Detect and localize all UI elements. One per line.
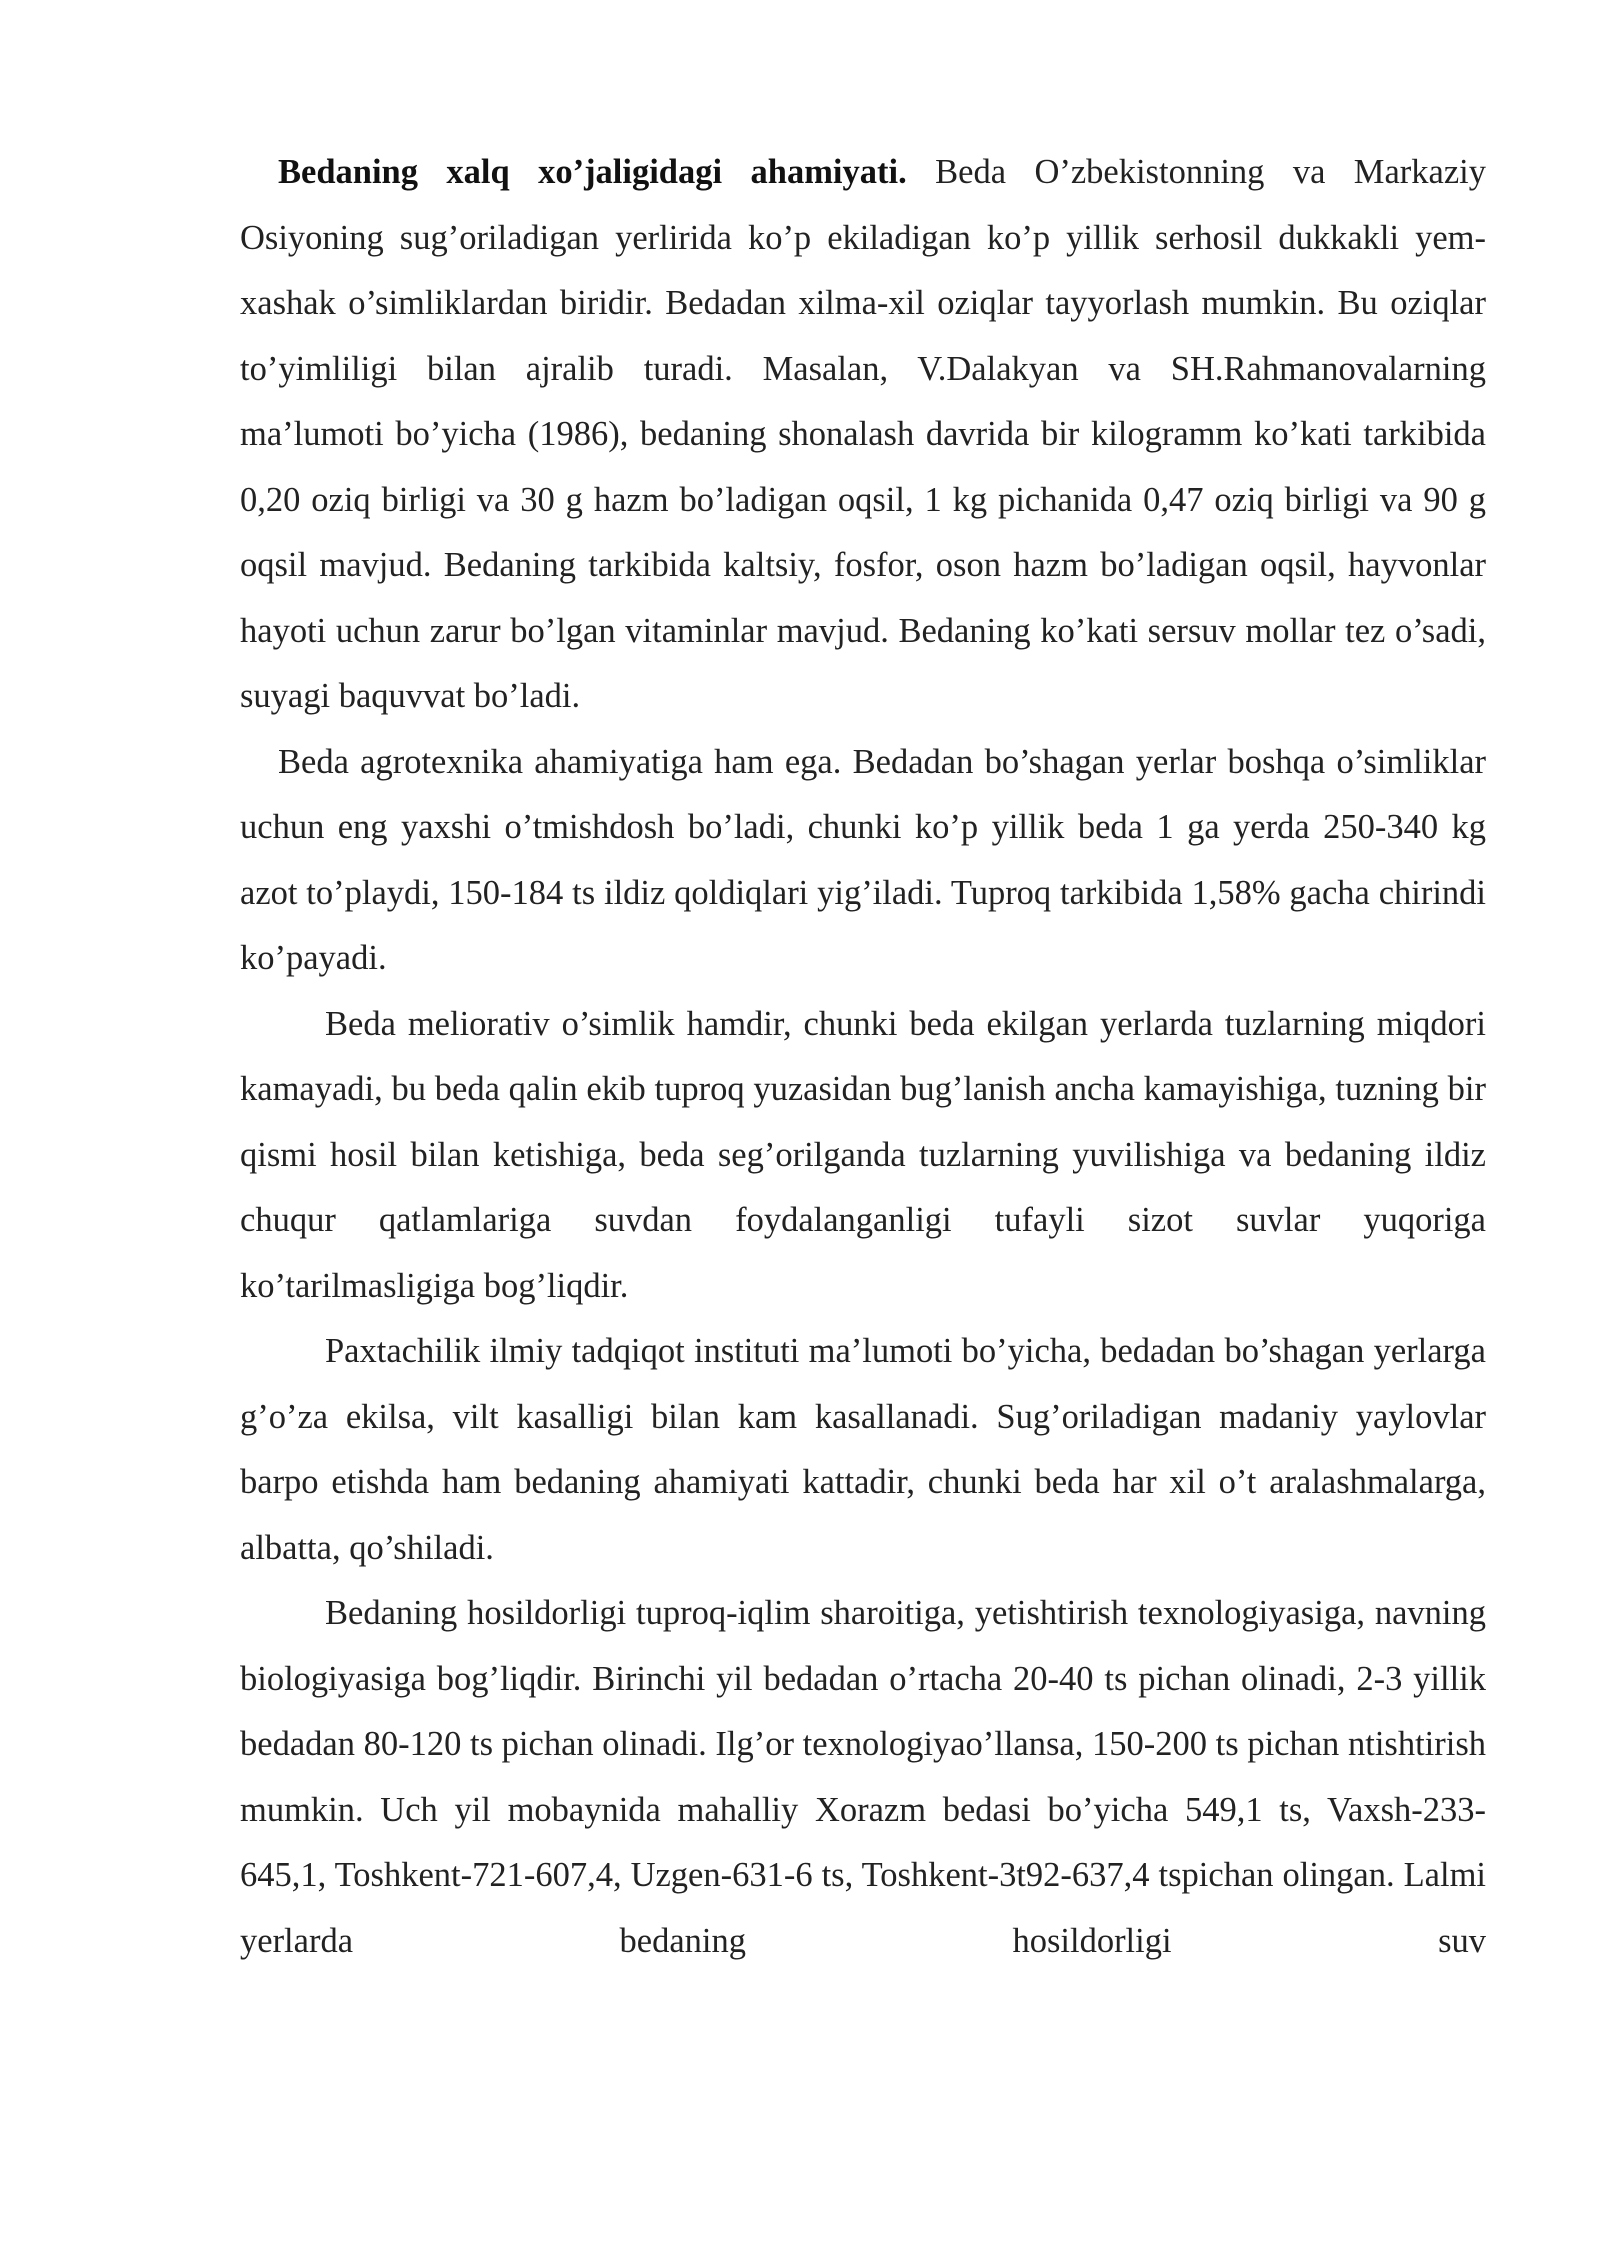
paragraph-cotton-institute-data [240, 1319, 1486, 1581]
paragraph-meliorative-role [240, 992, 1486, 1320]
paragraph-text: Paxtachilik ilmiy tadqiqot instituti ma’lumoti bo’yicha, bedadan bo’shagan yerlarga g’o’za ekilsa, vilt kasalligi bilan kam kasallanadi. Sug’oriladigan madaniy yaylovlar barpo etishda ham bedaning ahamiyati kattadir, chunki beda har xil o’t aralashmalarga, albatta, qo’shiladi. [240, 1332, 1486, 1567]
paragraph-text: Bedaning hosildorligi tuproq-iqlim sharoitiga, yetishtirish texnologiyasiga, navning biologiyasiga bog’liqdir. Birinchi yil bedadan o’rtacha 20-40 ts pichan olinadi, 2-3 yillik bedadan 80-120 ts pichan olinadi. Ilg’or texnologiyao’llansa, 150-200 ts pichan ntishtirish mumkin. Uch yil mobaynida mahalliy Xorazm bedasi bo’yicha 549,1 ts, Vaxsh-233-645,1, Toshkent-721-607,4, Uzgen-631-6 ts, Toshkent-3t92-637,4 tspichan olingan. Lalmi yerlarda bedaning hosildorligi suv [240, 1594, 1486, 1960]
document-body [240, 140, 1486, 1974]
paragraph-agrotechnical-importance [240, 730, 1486, 992]
paragraph-economic-importance [240, 140, 1486, 730]
paragraph-text: Beda agrotexnika ahamiyatiga ham ega. Bedadan bo’shagan yerlar boshqa o’simliklar uchun eng yaxshi o’tmishdosh bo’ladi, chunki ko’p yillik beda 1 ga yerda 250-340 kg azot to’playdi, 150-184 ts ildiz qoldiqlari yig’iladi. Tuproq tarkibida 1,58% gacha chirindi ko’payadi. [240, 742, 1486, 977]
paragraph-text: Beda O’zbekistonning va Markaziy Osiyoning sug’oriladigan yerlirida ko’p ekiladigan ko’p yillik serhosil dukkakli yem-xashak o’simliklardan biridir. Bedadan xilma-xil oziqlar tayyorlash mumkin. Bu oziqlar to’yimliligi bilan ajralib turadi. Masalan, V.Dalakyan va SH.Rahmanovalarning ma’lumoti bo’yicha (1986), bedaning shonalash davrida bir kilogramm ko’kati tarkibida 0,20 oziq birligi va 30 g hazm bo’ladigan oqsil, 1 kg pichanida 0,47 oziq birligi va 90 g oqsil mavjud. Bedaning tarkibida kaltsiy, fosfor, oson hazm bo’ladigan oqsil, hayvonlar hayoti uchun zarur bo’lgan vitaminlar mavjud. Bedaning ko’kati sersuv mollar tez o’sadi, suyagi baquvvat bo’ladi. [240, 153, 1486, 715]
section-heading: Bedaning xalq xo’jaligidagi ahamiyati. [278, 153, 907, 191]
paragraph-text: Beda meliorativ o’simlik hamdir, chunki beda ekilgan yerlarda tuzlarning miqdori kamayadi, bu beda qalin ekib tuproq yuzasidan bug’lanish ancha kamayishiga, tuzning bir qismi hosil bilan ketishiga, beda seg’orilganda tuzlarning yuvilishiga va bedaning ildiz chuqur qatlamlariga suvdan foydalanganligi tufayli sizot suvlar yuqoriga ko’tarilmasligiga bog’liqdir. [240, 1004, 1486, 1305]
paragraph-yield [240, 1581, 1486, 1974]
